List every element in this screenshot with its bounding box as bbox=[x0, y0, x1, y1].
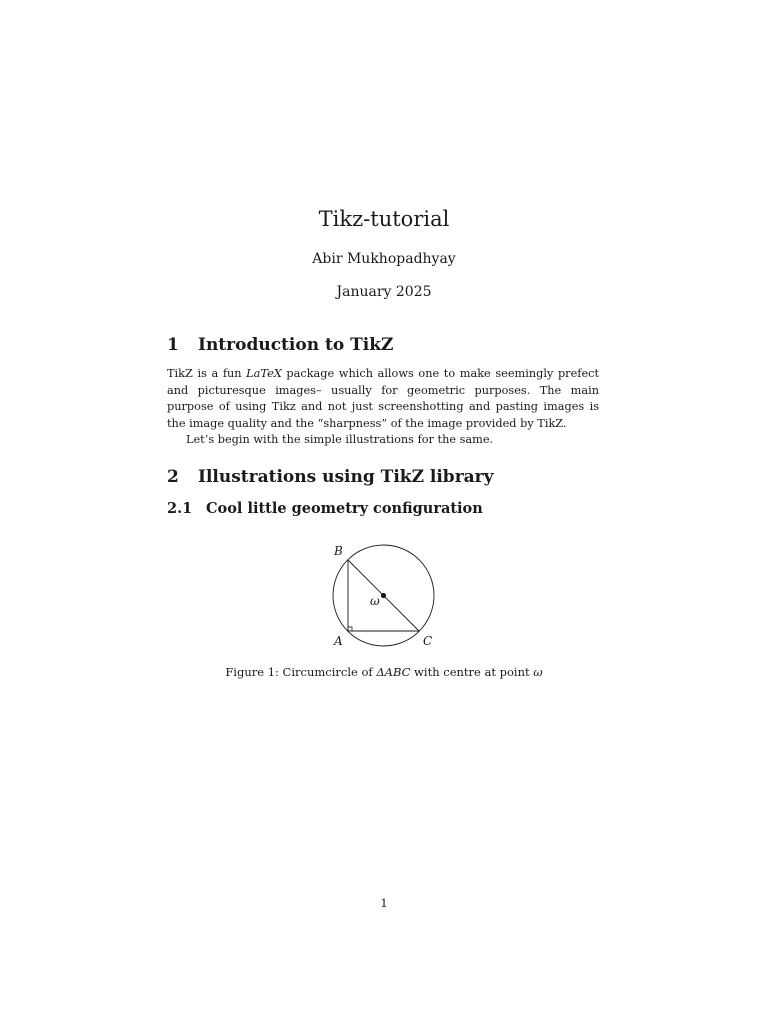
section-number: 1 bbox=[167, 335, 179, 355]
centre-point bbox=[381, 593, 386, 598]
subsection-title: Cool little geometry configuration bbox=[206, 500, 483, 517]
section-heading-2 bbox=[167, 465, 494, 489]
begin-paragraph: Let’s begin with the simple illustrations for the same. bbox=[186, 433, 494, 446]
document-date: January 2025 bbox=[336, 284, 432, 300]
right-angle-marker bbox=[348, 627, 352, 631]
section-heading-1 bbox=[167, 333, 393, 357]
latex-logo: LaTeX bbox=[246, 367, 282, 380]
section-title: Illustrations using TikZ library bbox=[198, 467, 494, 487]
document-author: Abir Mukhopadhyay bbox=[312, 251, 456, 267]
vertex-label-b: B bbox=[334, 544, 343, 558]
centre-label-omega: ω bbox=[370, 594, 380, 608]
vertex-label-c: C bbox=[423, 634, 433, 648]
figure-caption: Figure 1: Circumcircle of ΔABC with centre at point ω bbox=[225, 665, 543, 679]
intro-paragraph-block bbox=[167, 366, 599, 449]
section-title: Introduction to TikZ bbox=[198, 335, 394, 355]
document-title: Tikz-tutorial bbox=[318, 207, 450, 231]
page-number: 1 bbox=[380, 896, 388, 910]
caption-triangle: ΔABC bbox=[376, 665, 411, 679]
subsection-number: 2.1 bbox=[167, 500, 193, 517]
circumcircle-figure bbox=[320, 535, 450, 655]
intro-paragraph: TikZ is a fun LaTeX package which allows one to make seemingly prefect and picturesque images– usually for geometric purposes. The main purpose of using Tikz and not just screenshotting and pasting images is the image quality and the “sharpness” of the image provided by TikZ. bbox=[167, 367, 599, 430]
caption-omega: ω bbox=[533, 665, 543, 679]
vertex-label-a: A bbox=[334, 634, 343, 648]
section-number: 2 bbox=[167, 467, 179, 487]
subsection-heading bbox=[167, 499, 483, 519]
